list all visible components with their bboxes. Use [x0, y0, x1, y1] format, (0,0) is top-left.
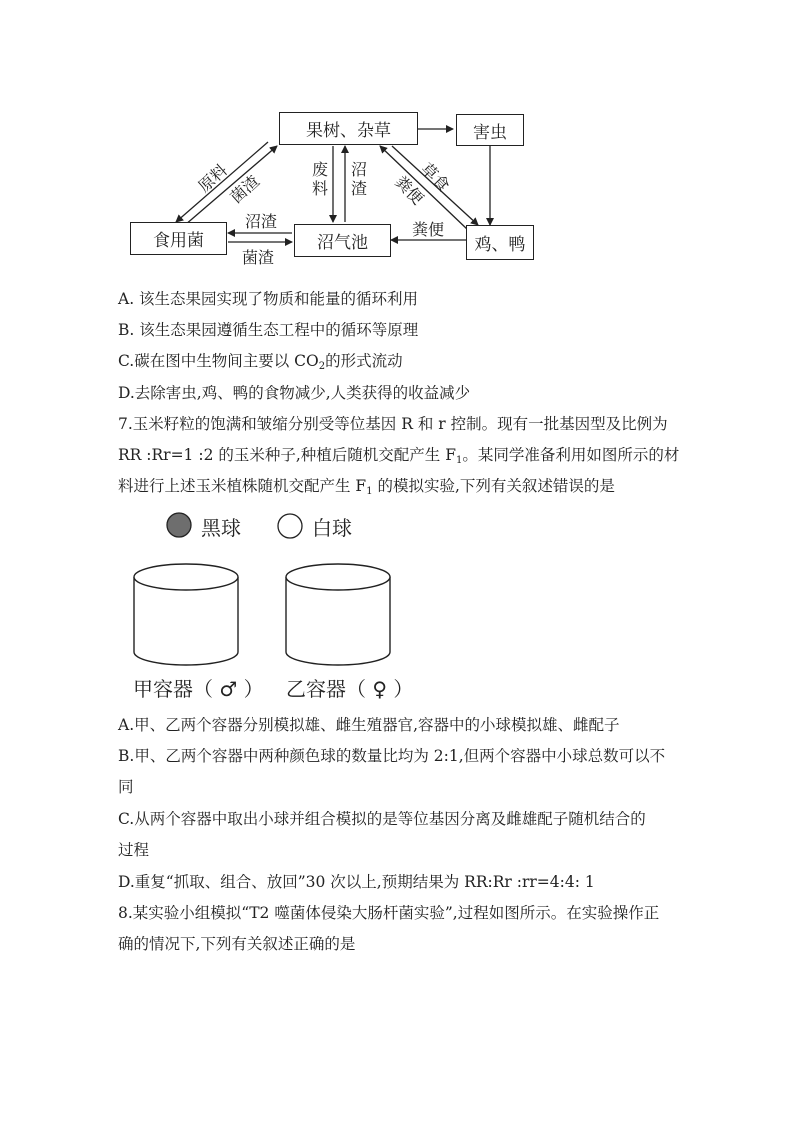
box-fungus-label: 食用菌: [153, 231, 204, 251]
legend-white: 白球: [312, 516, 352, 540]
black-ball-icon: [165, 511, 193, 539]
box-biogas: [294, 224, 391, 257]
container-b-label: 乙容器（ ♀ ）: [286, 677, 414, 701]
q7-stem3-tail: 的模拟实验,下列有关叙述错误的是: [372, 477, 615, 495]
box-poultry-label: 鸡、鸭: [474, 235, 526, 255]
box-pest: [456, 114, 524, 146]
container-a-cylinder-icon: [130, 560, 242, 668]
q7-stem-line1: 7.玉米籽粒的饱满和皱缩分别受等位基因 R 和 r 控制。现有一批基因型及比例为: [118, 415, 668, 433]
q7-option-c-line1: C.从两个容器中取出小球并组合模拟的是等位基因分离及雌雄配子随机结合的: [118, 810, 646, 828]
q7-stem-line3: [118, 476, 615, 502]
box-poultry: [466, 225, 534, 260]
q6-option-d: D.去除害虫,鸡、鸭的食物减少,人类获得的收益减少: [118, 384, 471, 402]
q7-option-b-line1: B.甲、乙两个容器中两种颜色球的数量比均为 2:1,但两个容器中小球总数可以不: [118, 747, 666, 765]
q7-stem2-text: RR :Rr=1 :2 的玉米种子,种植后随机交配产生 F: [118, 446, 456, 464]
label-fungus-residue-bottom: 菌渣: [242, 248, 275, 267]
container-b-cylinder-icon: [282, 560, 394, 668]
label-fungus-residue-left: 菌渣: [226, 171, 263, 208]
q7-option-d: D.重复“抓取、组合、放回”30 次以上,预期结果为 RR:Rr :rr=4:4: 1: [118, 873, 595, 891]
q6-option-c-sub: 2: [318, 361, 326, 372]
q7-stem3-sub: 1: [366, 486, 373, 497]
q6-option-c-text: C.碳在图中生物间主要以 CO: [118, 352, 319, 370]
ecosystem-diagram: [0, 0, 794, 280]
q7-stem3-text: 料进行上述玉米植株随机交配产生 F: [118, 477, 367, 495]
label-biogas-residue-up: 沼渣: [350, 160, 367, 198]
q7-stem2-sub: 1: [455, 455, 463, 466]
q6-option-a: A. 该生态果园实现了物质和能量的循环利用: [118, 290, 419, 308]
white-ball-icon: [276, 512, 304, 540]
q7-option-a: A.甲、乙两个容器分别模拟雄、雌生殖器官,容器中的小球模拟雄、雌配子: [118, 716, 620, 734]
box-orchard: [279, 112, 418, 145]
q6-option-c: [118, 351, 403, 377]
q7-stem2-tail: 。某同学准备利用如图所示的材: [462, 446, 680, 464]
legend-black: 黑球: [201, 516, 241, 540]
label-biogas-residue-top: 沼渣: [245, 212, 278, 231]
label-manure-bottom: 粪便: [412, 220, 445, 239]
label-herbivory: 草食: [417, 159, 454, 196]
q7-stem-line2: [118, 445, 679, 471]
container-a-label: 甲容器（ ♂ ）: [133, 677, 264, 701]
q8-stem-line2: 确的情况下,下列有关叙述正确的是: [118, 935, 356, 953]
q6-option-c-tail: 的形式流动: [325, 352, 403, 370]
box-fungus: [130, 222, 227, 255]
box-orchard-label: 果树、杂草: [306, 121, 391, 141]
q8-stem-line1: 8.某实验小组模拟“T2 噬菌体侵染大肠杆菌实验”,过程如图所示。在实验操作正: [118, 904, 660, 922]
q7-option-b-line2: 同: [118, 778, 134, 796]
box-pest-label: 害虫: [473, 122, 507, 143]
label-manure-diagonal: 粪便: [391, 172, 428, 209]
q6-option-b: B. 该生态果园遵循生态工程中的循环等原理: [118, 321, 419, 339]
label-waste-material: 废料: [311, 160, 328, 198]
q7-option-c-line2: 过程: [118, 841, 150, 859]
box-biogas-label: 沼气池: [317, 233, 368, 253]
label-raw: 原料: [194, 160, 231, 197]
